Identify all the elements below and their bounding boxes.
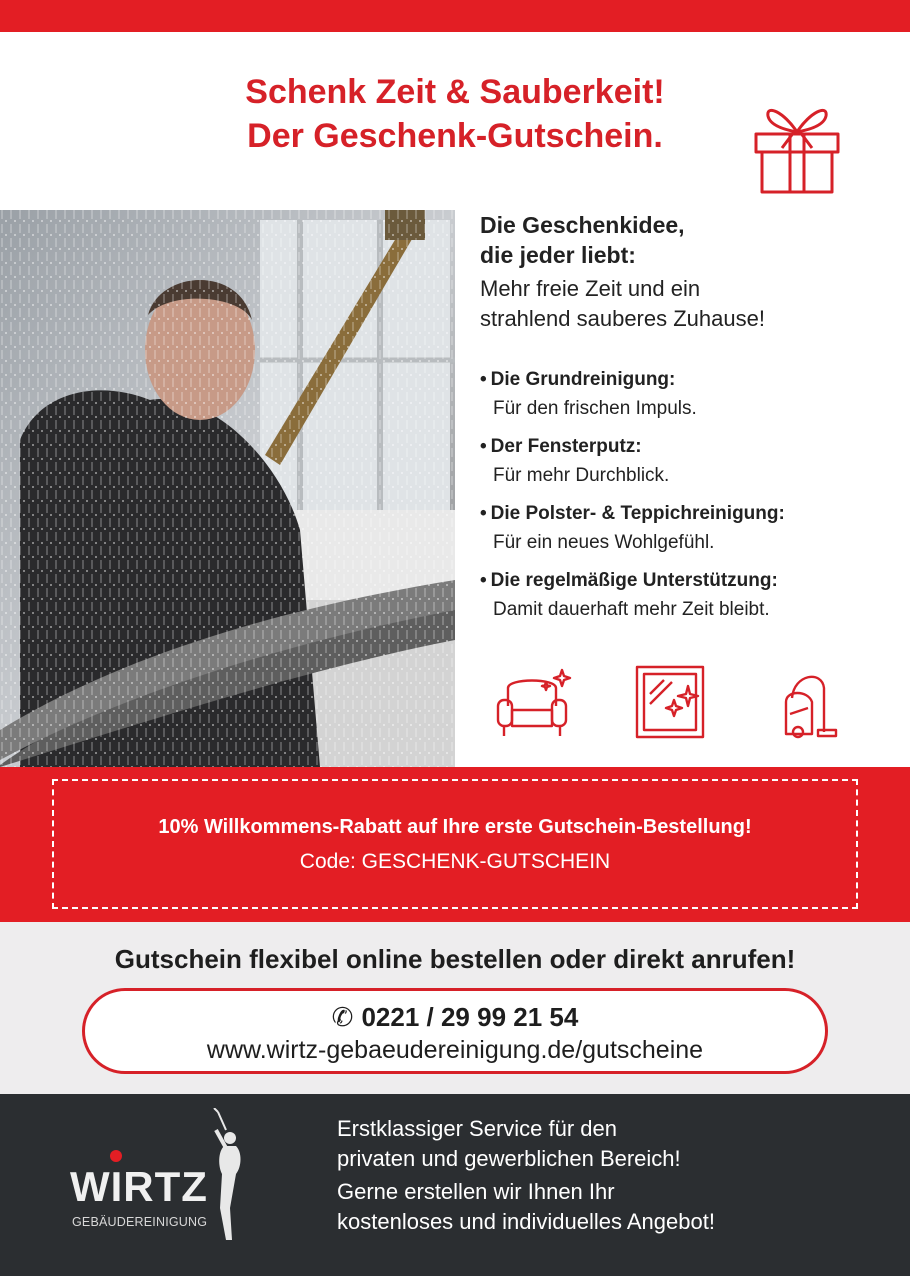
- footer-line-4: kostenloses und individuelles Angebot!: [337, 1209, 715, 1234]
- service-item: [480, 499, 900, 557]
- intro-title: [480, 210, 900, 270]
- services-list: [480, 365, 900, 633]
- coupon-dashed-border: [52, 779, 858, 909]
- footer: [0, 1094, 910, 1276]
- logo-wordmark: WIRTZ: [70, 1163, 208, 1210]
- service-item: [480, 365, 900, 423]
- contact-box: [82, 988, 828, 1074]
- bullet: •: [480, 503, 487, 524]
- service-title: Die regelmäßige Unterstützung:: [490, 570, 778, 591]
- bullet: •: [480, 369, 487, 390]
- top-accent-bar: [0, 0, 910, 32]
- service-title: Der Fensterputz:: [490, 436, 642, 457]
- service-item: [480, 432, 900, 490]
- service-desc: Für mehr Durchblick.: [493, 465, 670, 486]
- footer-line-2: privaten und gewerblichen Bereich!: [337, 1146, 681, 1171]
- wirtz-logo: [66, 1108, 266, 1258]
- intro-text-line-2: strahlend sauberes Zuhause!: [480, 306, 765, 331]
- intro-text-line-1: Mehr freie Zeit und ein: [480, 276, 701, 301]
- window-icon: [634, 664, 706, 740]
- logo-drop-icon: [108, 1148, 124, 1164]
- gift-icon: [748, 96, 846, 196]
- cleaner-photo-illustration: [0, 210, 455, 767]
- intro-title-line-1: Die Geschenkidee,: [480, 212, 685, 238]
- cleaner-photo: [0, 210, 455, 767]
- discount-banner: [0, 767, 910, 922]
- intro-title-line-2: die jeder liebt:: [480, 242, 636, 268]
- website-link[interactable]: www.wirtz-gebaeudereinigung.de/gutscheine: [206, 1036, 704, 1064]
- window-cleaner-figure-icon: [204, 1108, 254, 1243]
- bullet: •: [480, 436, 487, 457]
- service-desc: Für ein neues Wohlgefühl.: [493, 532, 715, 553]
- service-desc: Für den frischen Impuls.: [493, 398, 697, 419]
- footer-text: [337, 1114, 897, 1237]
- service-title: Die Grundreinigung:: [490, 369, 676, 390]
- vacuum-icon: [776, 664, 840, 740]
- service-item: [480, 566, 900, 624]
- service-desc: Damit dauerhaft mehr Zeit bleibt.: [493, 599, 770, 620]
- phone-number-text: 0221 / 29 99 21 54: [361, 1002, 579, 1032]
- headline-line-2: Der Geschenk-Gutschein.: [247, 117, 663, 155]
- service-title: Die Polster- & Teppichreinigung:: [490, 503, 785, 524]
- service-icons: [480, 660, 860, 744]
- phone-icon: ✆: [331, 1002, 354, 1032]
- bullet: •: [480, 570, 487, 591]
- order-section: [0, 922, 910, 1094]
- armchair-icon: [494, 666, 576, 740]
- footer-line-1: Erstklassiger Service für den: [337, 1116, 617, 1141]
- footer-line-3: Gerne erstellen wir Ihnen Ihr: [337, 1179, 615, 1204]
- intro-text: [480, 274, 900, 334]
- discount-code: Code: GESCHENK-GUTSCHEIN: [299, 850, 611, 873]
- order-title: Gutschein flexibel online bestellen oder direkt anrufen!: [114, 944, 796, 974]
- discount-title: 10% Willkommens-Rabatt auf Ihre erste Gutschein-Bestellung!: [158, 816, 752, 838]
- intro-block: [480, 210, 900, 334]
- headline-line-1: Schenk Zeit & Sauberkeit!: [245, 73, 665, 111]
- phone-number[interactable]: [85, 1001, 825, 1033]
- logo-subtitle: GEBÄUDEREINIGUNG: [72, 1215, 208, 1229]
